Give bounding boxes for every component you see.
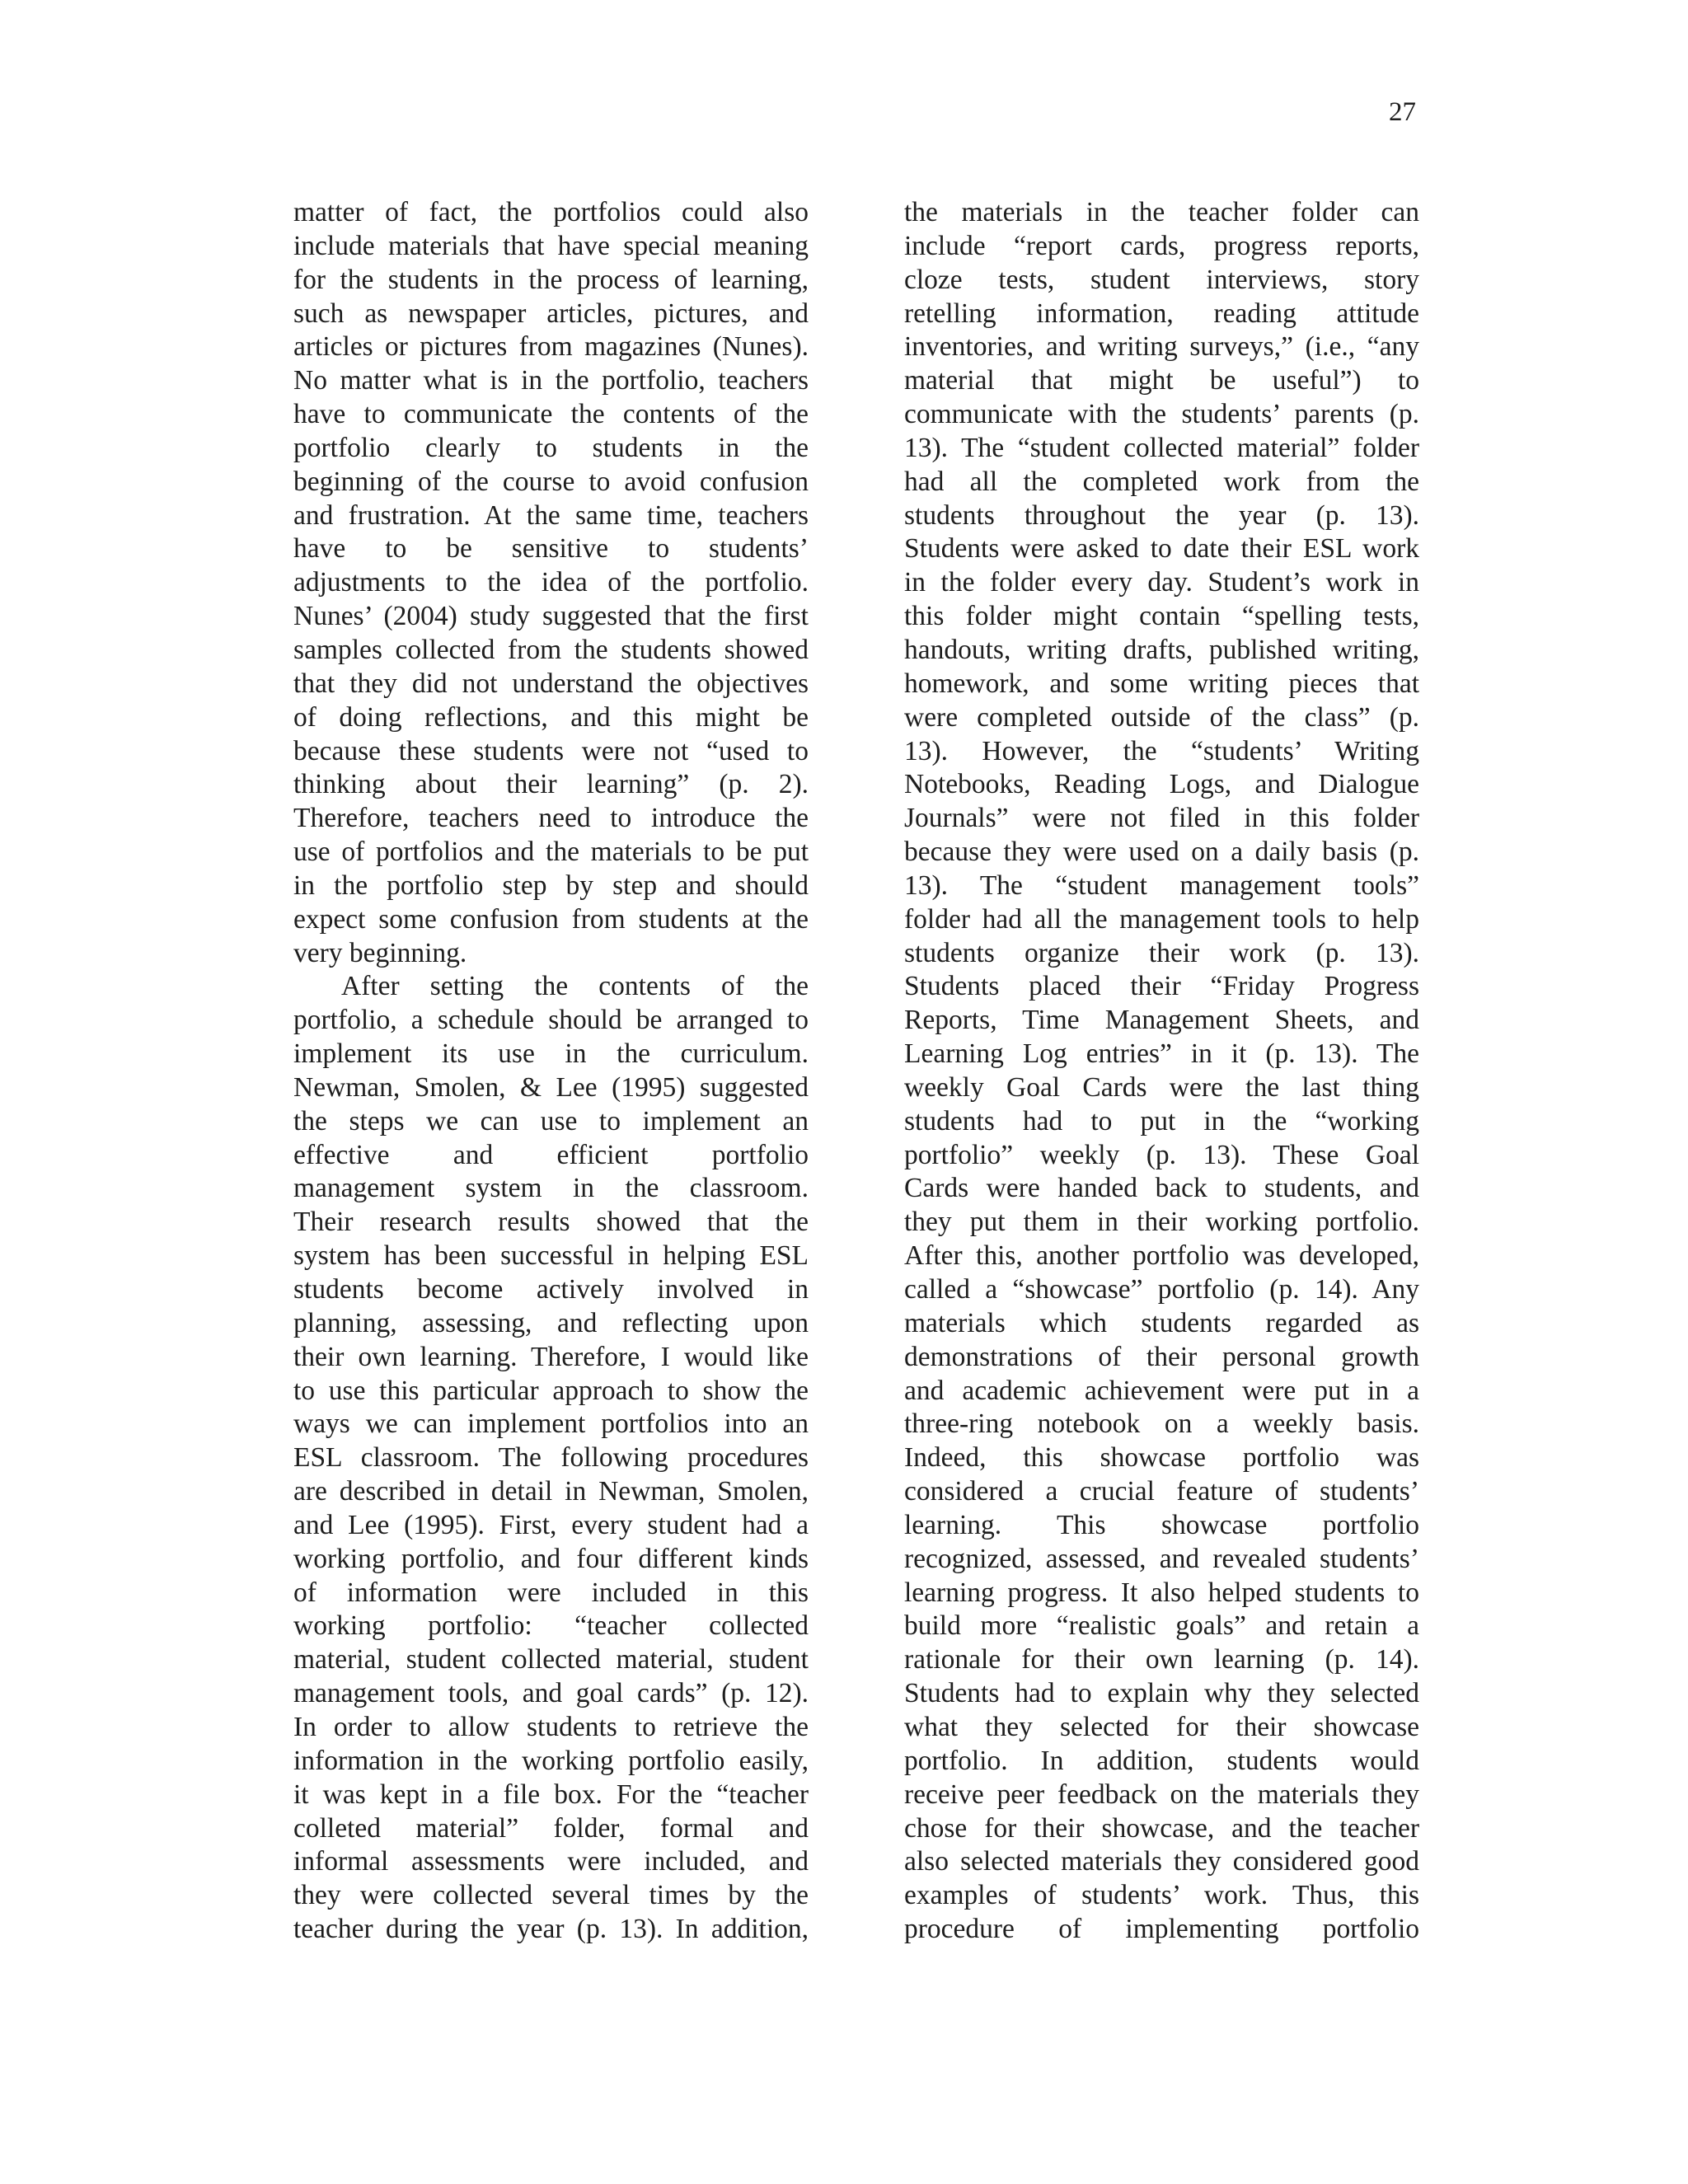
text-line: weekly Goal Cards were the last thing xyxy=(904,1071,1419,1103)
text-line: No matter what is in the portfolio, teachers xyxy=(293,365,809,396)
text-line: for the students in the process of learning, xyxy=(293,264,809,295)
text-line: build more “realistic goals” and retain a xyxy=(904,1610,1419,1642)
text-line: Nunes’ (2004) study suggested that the first xyxy=(293,601,809,632)
text-line: working portfolio: “teacher collected xyxy=(293,1610,809,1642)
text-line: teacher during the year (p. 13). In addition, xyxy=(293,1914,809,1945)
text-line: Reports, Time Management Sheets, and xyxy=(904,1005,1419,1036)
text-line: three-ring notebook on a weekly basis. xyxy=(904,1408,1419,1440)
text-line: portfolio. In addition, students would xyxy=(904,1745,1419,1776)
text-line: portfolio clearly to students in the xyxy=(293,432,809,463)
text-line: are described in detail in Newman, Smolen, xyxy=(293,1476,809,1507)
text-line: Students were asked to date their ESL work xyxy=(904,533,1419,565)
text-line: in the folder every day. Student’s work in xyxy=(904,567,1419,598)
text-line: informal assessments were included, and xyxy=(293,1846,809,1877)
text-line: they put them in their working portfolio. xyxy=(904,1207,1419,1238)
text-line: students become actively involved in xyxy=(293,1274,809,1305)
text-line: students had to put in the “working xyxy=(904,1105,1419,1137)
text-line: recognized, assessed, and revealed students’ xyxy=(904,1543,1419,1574)
text-line: beginning of the course to avoid confusion xyxy=(293,466,809,497)
text-line: expect some confusion from students at the xyxy=(293,903,809,935)
text-line: handouts, writing drafts, published writing, xyxy=(904,634,1419,665)
text-line: Journals” were not filed in this folder xyxy=(904,803,1419,834)
text-line: Indeed, this showcase portfolio was xyxy=(904,1442,1419,1474)
text-line: and Lee (1995). First, every student had a xyxy=(293,1509,809,1540)
text-line: materials which students regarded as xyxy=(904,1307,1419,1338)
text-line: 13). The “student management tools” xyxy=(904,869,1419,901)
text-line: include materials that have special meaning xyxy=(293,230,809,261)
text-line: Students had to explain why they selected xyxy=(904,1678,1419,1709)
paragraph-start-line: After setting the contents of the xyxy=(341,971,809,1002)
text-line: ways we can implement portfolios into an xyxy=(293,1408,809,1440)
text-line: students organize their work (p. 13). xyxy=(904,937,1419,968)
text-line: of doing reflections, and this might be xyxy=(293,701,809,733)
text-line: 13). The “student collected material” folder xyxy=(904,432,1419,463)
text-line: working portfolio, and four different kinds xyxy=(293,1543,809,1574)
text-line: material, student collected material, student xyxy=(293,1644,809,1675)
text-line: chose for their showcase, and the teacher xyxy=(904,1812,1419,1844)
text-line: Students placed their “Friday Progress xyxy=(904,971,1419,1002)
text-line: include “report cards, progress reports, xyxy=(904,230,1419,261)
text-line: inventories, and writing surveys,” (i.e., “any xyxy=(904,331,1419,363)
text-line: Notebooks, Reading Logs, and Dialogue xyxy=(904,769,1419,800)
text-line: such as newspaper articles, pictures, and xyxy=(293,298,809,329)
text-line: matter of fact, the portfolios could also xyxy=(293,197,809,227)
text-line: examples of students’ work. Thus, this xyxy=(904,1880,1419,1911)
text-line: cloze tests, student interviews, story xyxy=(904,264,1419,295)
text-line: material that might be useful”) to xyxy=(904,365,1419,396)
page-number: 27 xyxy=(1389,97,1416,127)
text-line: and academic achievement were put in a xyxy=(904,1375,1419,1406)
text-line: portfolio, a schedule should be arranged to xyxy=(293,1005,809,1036)
text-line: they were collected several times by the xyxy=(293,1880,809,1911)
text-line: Their research results showed that the xyxy=(293,1207,809,1238)
text-line: learning. This showcase portfolio xyxy=(904,1509,1419,1540)
text-line: the materials in the teacher folder can xyxy=(904,197,1419,227)
text-line: because these students were not “used to xyxy=(293,735,809,766)
text-line: management system in the classroom. xyxy=(293,1173,809,1204)
text-line: 13). However, the “students’ Writing xyxy=(904,735,1419,766)
text-line: After this, another portfolio was developed, xyxy=(904,1240,1419,1272)
text-line: also selected materials they considered good xyxy=(904,1846,1419,1877)
text-line: that they did not understand the objectives xyxy=(293,668,809,699)
text-line: to use this particular approach to show the xyxy=(293,1375,809,1406)
text-line: folder had all the management tools to help xyxy=(904,903,1419,935)
text-line: considered a crucial feature of students’ xyxy=(904,1476,1419,1507)
text-line: students throughout the year (p. 13). xyxy=(904,499,1419,531)
left-column xyxy=(293,196,809,1947)
text-line: thinking about their learning” (p. 2). xyxy=(293,769,809,800)
text-line: were completed outside of the class” (p. xyxy=(904,701,1419,733)
text-line: and frustration. At the same time, teachers xyxy=(293,499,809,531)
text-line: system has been successful in helping ESL xyxy=(293,1240,809,1272)
text-line: this folder might contain “spelling tests, xyxy=(904,601,1419,632)
text-line: called a “showcase” portfolio (p. 14). Any xyxy=(904,1274,1419,1305)
text-line: demonstrations of their personal growth xyxy=(904,1341,1419,1372)
text-line: communicate with the students’ parents (p. xyxy=(904,399,1419,430)
text-line: Therefore, teachers need to introduce the xyxy=(293,803,809,834)
text-line: implement its use in the curriculum. xyxy=(293,1038,809,1070)
text-line: portfolio” weekly (p. 13). These Goal xyxy=(904,1139,1419,1170)
text-line: management tools, and goal cards” (p. 12). xyxy=(293,1678,809,1709)
text-line: In order to allow students to retrieve the xyxy=(293,1711,809,1742)
text-line: effective and efficient portfolio xyxy=(293,1139,809,1170)
text-line: in the portfolio step by step and should xyxy=(293,869,809,901)
text-line: samples collected from the students showed xyxy=(293,634,809,665)
text-line: what they selected for their showcase xyxy=(904,1711,1419,1742)
text-line: Newman, Smolen, & Lee (1995) suggested xyxy=(293,1071,809,1103)
text-line: procedure of implementing portfolio xyxy=(904,1914,1419,1945)
text-line: rationale for their own learning (p. 14). xyxy=(904,1644,1419,1675)
right-column xyxy=(904,196,1419,1947)
text-line: articles or pictures from magazines (Nunes). xyxy=(293,331,809,363)
text-line: use of portfolios and the materials to be put xyxy=(293,837,809,868)
text-line: of information were included in this xyxy=(293,1577,809,1608)
text-line: receive peer feedback on the materials they xyxy=(904,1779,1419,1810)
text-line: because they were used on a daily basis (p. xyxy=(904,837,1419,868)
text-line: Learning Log entries” in it (p. 13). The xyxy=(904,1038,1419,1070)
text-line: ESL classroom. The following procedures xyxy=(293,1442,809,1474)
text-line: planning, assessing, and reflecting upon xyxy=(293,1307,809,1338)
text-line: the steps we can use to implement an xyxy=(293,1105,809,1137)
text-line: retelling information, reading attitude xyxy=(904,298,1419,329)
text-line: Cards were handed back to students, and xyxy=(904,1173,1419,1204)
text-line: their own learning. Therefore, I would like xyxy=(293,1341,809,1372)
text-line: colleted material” folder, formal and xyxy=(293,1812,809,1844)
text-line: it was kept in a file box. For the “teacher xyxy=(293,1779,809,1810)
text-line: adjustments to the idea of the portfolio. xyxy=(293,567,809,598)
text-line: learning progress. It also helped students to xyxy=(904,1577,1419,1608)
text-line: have to communicate the contents of the xyxy=(293,399,809,430)
text-line: information in the working portfolio easily, xyxy=(293,1745,809,1776)
text-line: had all the completed work from the xyxy=(904,466,1419,497)
text-line: have to be sensitive to students’ xyxy=(293,533,809,565)
text-line: homework, and some writing pieces that xyxy=(904,668,1419,699)
paragraph-end-line: very beginning. xyxy=(293,937,467,968)
